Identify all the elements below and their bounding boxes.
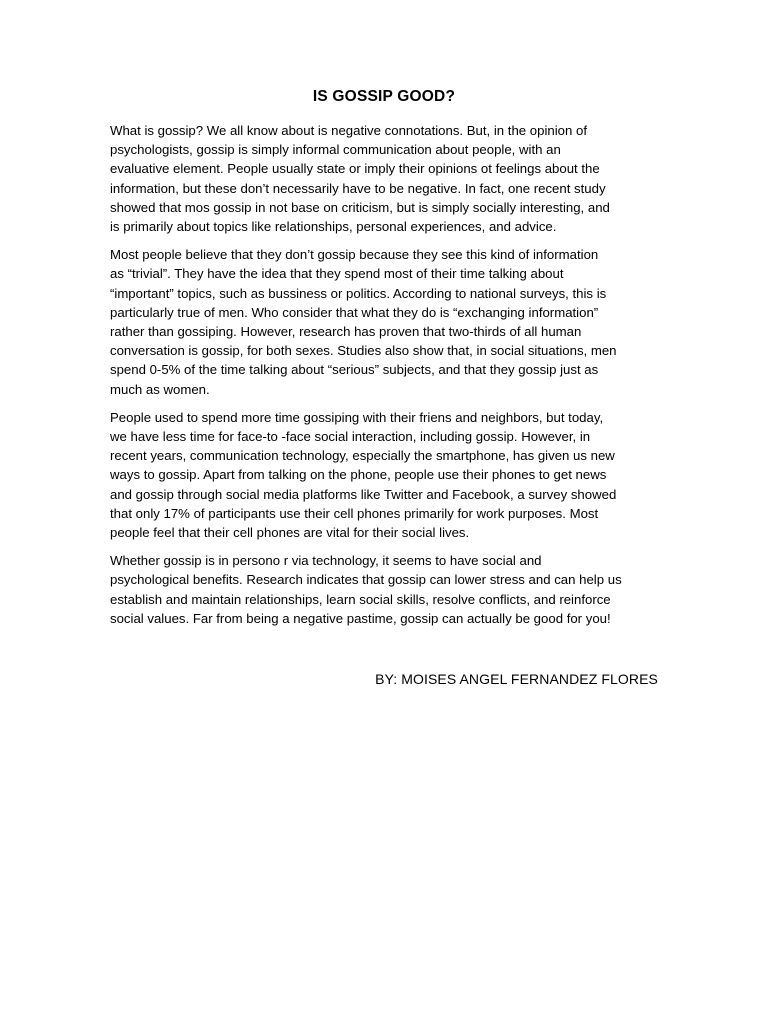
paragraph-line: Most people believe that they don’t gossip because they see this kind of information — [110, 247, 599, 263]
paragraph-line: much as women. — [110, 381, 210, 397]
paragraph-line: rather than gossiping. However, research has proven that two-thirds of all human — [110, 324, 582, 340]
paragraph-line: What is gossip? We all know about is negative connotations. But, in the opinion of — [110, 123, 587, 138]
paragraph-line: spend 0-5% of the time talking about “serious” subjects, and that they gossip just as — [110, 362, 599, 378]
document-title: IS GOSSIP GOOD? — [312, 88, 456, 105]
paragraph-line: people feel that their cell phones are vital for their social lives. — [110, 525, 470, 541]
paragraph-line: People used to spend more time gossiping with their friens and neighbors, but today, — [110, 409, 604, 425]
paragraph-line: conversation is gossip, for both sexes. Studies also show that, in social situations, men — [110, 343, 617, 359]
paragraph-line: showed that mos gossip in not base on criticism, but is simply socially interesting, and — [110, 199, 610, 215]
paragraph-line: psychologists, gossip is simply informal communication about people, with an — [110, 142, 561, 158]
paragraph-line: we have less time for face-to -face social interaction, including gossip. However, in — [110, 429, 591, 445]
paragraph-2 — [110, 245, 658, 399]
paragraph-line: that only 17% of participants use their cell phones primarily for work purposes. Most — [110, 505, 599, 521]
author-byline: BY: MOISES ANGEL FERNANDEZ FLORES — [375, 671, 658, 687]
paragraph-3 — [110, 408, 658, 542]
paragraph-line: ways to gossip. Apart from talking on the phone, people use their phones to get news — [110, 467, 607, 483]
paragraph-1 — [110, 121, 658, 236]
paragraph-line: is primarily about topics like relationships, personal experiences, and advice. — [110, 219, 557, 235]
paragraph-line: recent years, communication technology, especially the smartphone, has given us new — [110, 448, 615, 464]
paragraph-line: information, but these don’t necessarily have to be negative. In fact, one recent study — [110, 180, 606, 196]
paragraph-4 — [110, 551, 658, 628]
paragraph-line: psychological benefits. Research indicates that gossip can lower stress and can help us — [110, 572, 622, 588]
document-body — [110, 121, 658, 637]
paragraph-line: Whether gossip is in persono r via technology, it seems to have social and — [110, 553, 542, 569]
paragraph-line: and gossip through social media platforms like Twitter and Facebook, a survey showed — [110, 486, 617, 502]
paragraph-line: particularly true of men. Who consider that what they do is “exchanging information” — [110, 304, 599, 320]
paragraph-line: as “trivial”. They have the idea that they spend most of their time talking about — [110, 266, 564, 282]
paragraph-line: evaluative element. People usually state or imply their opinions ot feelings about the — [110, 161, 600, 177]
paragraph-line: establish and maintain relationships, learn social skills, resolve conflicts, and reinforce — [110, 591, 611, 607]
paragraph-line: “important” topics, such as bussiness or politics. According to national surveys, this is — [110, 285, 607, 301]
paragraph-line: social values. Far from being a negative pastime, gossip can actually be good for you! — [110, 610, 611, 626]
